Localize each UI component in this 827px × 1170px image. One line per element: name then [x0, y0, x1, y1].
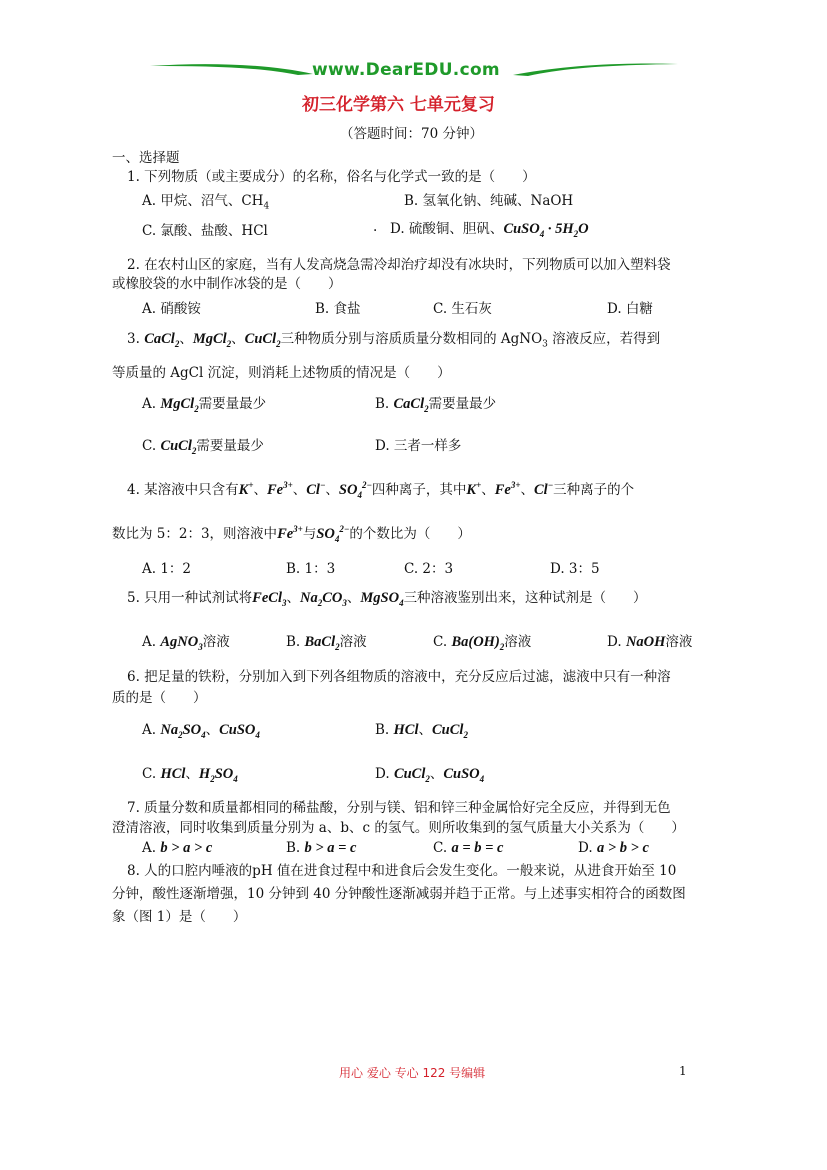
- q2-option-a: A. 硝酸铵: [142, 301, 201, 317]
- q5-option-c: C. $Ba(OH)_2$溶液: [433, 634, 532, 652]
- q6-option-d: D. CuCl$_2$、CuSO$_4$: [375, 766, 485, 784]
- q1-option-b: B. 氢氧化钠、纯碱、NaOH: [404, 193, 574, 209]
- q1-option-d: D. 硫酸铜、胆矾、CuSO$_4$ · $5H_2O$: [390, 221, 589, 239]
- q7-option-b: B. b > a = c: [286, 840, 357, 856]
- q8-line2: 分钟，酸性逐渐增强，10 分钟到 40 分钟酸性逐渐减弱并趋于正常。与上述事实相符合的函数图: [112, 886, 686, 902]
- q2-option-b: B. 食盐: [315, 301, 361, 317]
- time-note: （答题时间：70 分钟）: [340, 126, 483, 142]
- q1-option-a: A. 甲烷、沼气、$CH_4$: [142, 193, 270, 212]
- q7-option-c: C. a = b = c: [433, 840, 504, 856]
- q2-option-c: C. 生石灰: [433, 301, 492, 317]
- q7-option-d: D. a > b > c: [578, 840, 649, 856]
- q2-line2: 或橡胶袋的水中制作冰袋的是（ ）: [112, 276, 342, 292]
- q6-line2: 质的是（ ）: [112, 690, 207, 706]
- q2-line1: 2. 在农村山区的家庭，当有人发高烧急需冷却治疗却没有冰块时，下列物质可以加入塑料袋: [127, 257, 671, 273]
- q8-line1: 8. 人的口腔内唾液的pH 值在进食过程中和进食后会发生变化。一般来说，从进食开始至 10: [127, 863, 677, 879]
- q7-line2: 澄清溶液，同时收集到质量分别为 a、b、c 的氢气。则所收集到的氢气质量大小关系为（ ）: [112, 820, 685, 836]
- q3-line2: 等质量的 AgCl 沉淀，则消耗上述物质的情况是（ ）: [112, 365, 451, 381]
- q5-option-a: A. AgNO$_3$溶液: [142, 634, 230, 652]
- q5-line1: 5. 只用一种试剂试将FeCl$_3$、$Na_2CO_3$、MgSO$_4$三种溶液鉴别出来，这种试剂是（ ）: [127, 590, 647, 608]
- q5-option-b: B. BaCl$_2$溶液: [286, 634, 367, 652]
- q6-line1: 6. 把足量的铁粉，分别加入到下列各组物质的溶液中，充分反应后过滤，滤液中只有一种溶: [127, 669, 671, 685]
- q3-option-a: A. MgCl$_2$需要量最少: [142, 396, 267, 414]
- q4-option-d: D. 3：5: [550, 561, 600, 577]
- q7-line1: 7. 质量分数和质量都相同的稀盐酸，分别与镁、铝和锌三种金属恰好完全反应，并得到无色: [127, 800, 671, 816]
- q2-option-d: D. 白糖: [607, 301, 653, 317]
- q6-option-b: B. HCl、CuCl$_2$: [375, 722, 468, 740]
- page-title: 初三化学第六 七单元复习: [302, 95, 495, 115]
- section-label: 一、选择题: [112, 150, 180, 166]
- q3-option-b: B. CaCl$_2$需要量最少: [375, 396, 497, 414]
- q8-line3: 象（图 1）是（ ）: [112, 909, 247, 925]
- q3-option-c: C. CuCl$_2$需要量最少: [142, 438, 264, 456]
- q4-line1: 4. 某溶液中只含有K+、$Fe^{3+}$、Cl−、$SO_4^{2-}$四种离子，其中K+、$Fe^{3+}$、Cl−三种离子的个: [127, 480, 635, 500]
- header-url[interactable]: www.DearEDU.com: [312, 60, 500, 80]
- q4-option-c: C. 2：3: [404, 561, 454, 577]
- q1-stem: 1. 下列物质（或主要成分）的名称，俗名与化学式一致的是（ ）: [127, 169, 536, 185]
- q6-option-c: C. HCl、$H_2SO_4$: [142, 766, 238, 784]
- q1-option-c: C. 氯酸、盐酸、HCl: [142, 223, 268, 239]
- q1-dot: .: [373, 219, 378, 235]
- q4-option-b: B. 1：3: [286, 561, 336, 577]
- q7-option-a: A. b > a > c: [142, 840, 213, 856]
- footer-text: 用心 爱心 专心 122 号编辑: [339, 1066, 486, 1080]
- q4-line2: 数比为 5：2：3，则溶液中$Fe^{3+}$与$SO_4^{2-}$的个数比为（ ）: [112, 524, 471, 544]
- q6-option-a: A. $Na_2SO_4$、CuSO$_4$: [142, 722, 260, 740]
- page-number: 1: [679, 1064, 687, 1078]
- q3-option-d: D. 三者一样多: [375, 438, 462, 454]
- q5-option-d: D. NaOH溶液: [607, 634, 693, 650]
- q4-option-a: A. 1：2: [142, 561, 192, 577]
- q3-line1: 3. CaCl$_2$、MgCl$_2$、CuCl$_2$三种物质分别与溶质质量分数相同的 AgNO$_3$ 溶液反应，若得到: [127, 331, 661, 350]
